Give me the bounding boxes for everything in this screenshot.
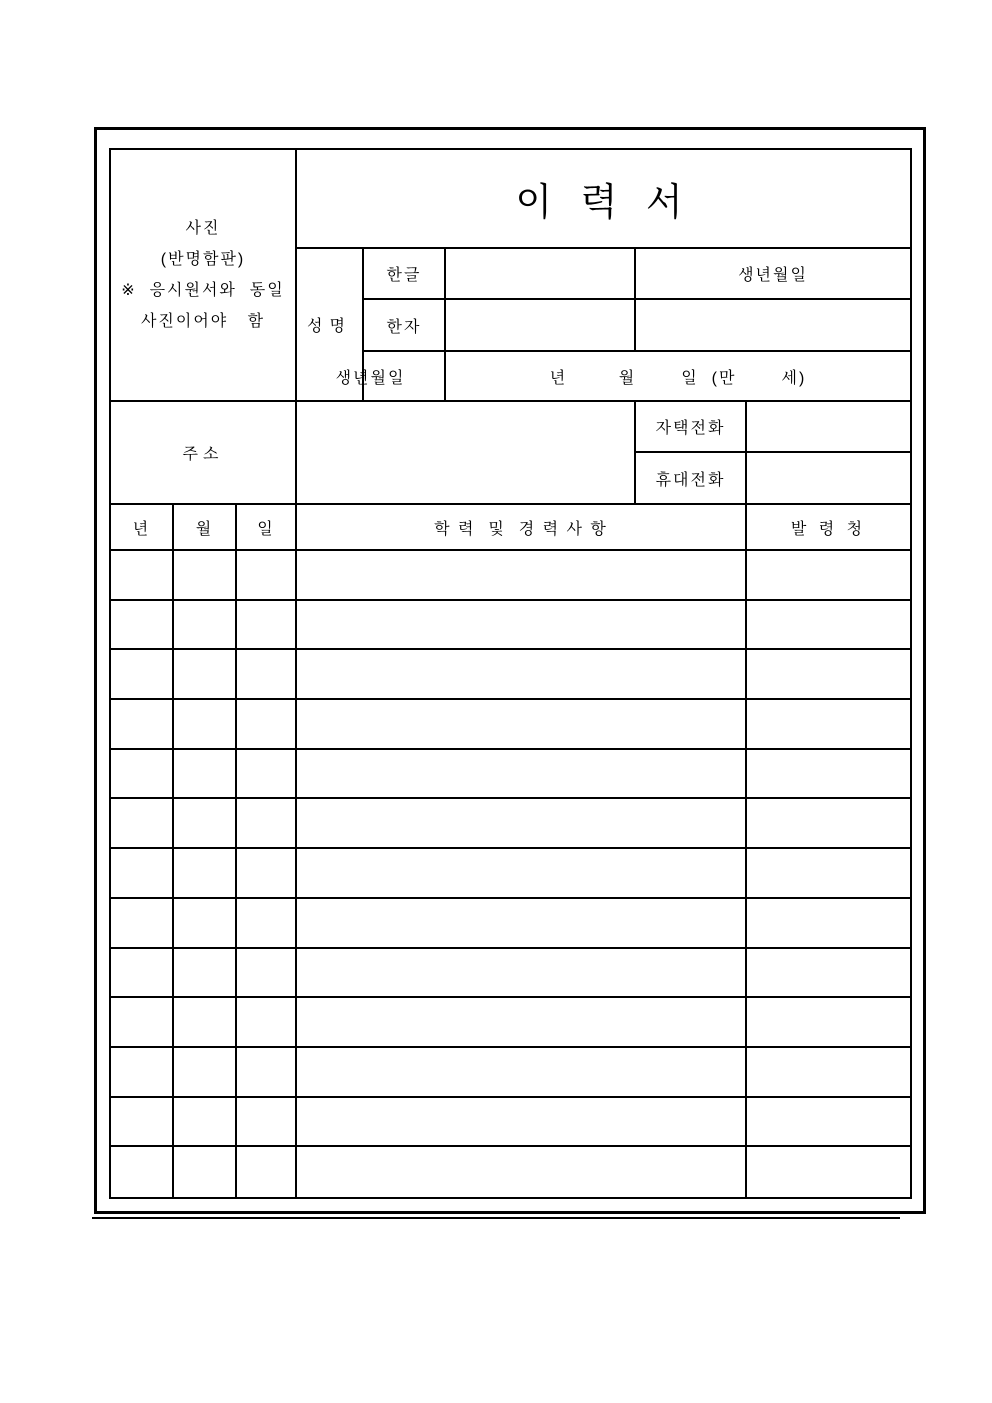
history-cell-month[interactable] [174,799,237,849]
name-hangul-input-cell[interactable] [446,249,636,300]
history-cell-year[interactable] [111,551,174,601]
history-rows [111,551,910,1197]
history-cell-issuer[interactable] [747,998,910,1048]
history-cell-year[interactable] [111,899,174,949]
history-cell-details[interactable] [297,1147,747,1197]
history-cell-day[interactable] [237,551,297,601]
history-cell-day[interactable] [237,949,297,999]
history-cell-year[interactable] [111,949,174,999]
history-cell-issuer[interactable] [747,1098,910,1148]
form-title: 이 력 서 [297,150,910,249]
photo-box-line-2: (반명함판) [160,251,246,268]
birthdate-row-value-cell[interactable]: 년 월 일 (만 세) [446,352,910,402]
history-cell-month[interactable] [174,700,237,750]
history-cell-month[interactable] [174,1098,237,1148]
photo-placeholder-box [111,150,297,402]
history-cell-issuer[interactable] [747,899,910,949]
history-cell-issuer[interactable] [747,750,910,800]
history-cell-details[interactable] [297,849,747,899]
history-cell-month[interactable] [174,650,237,700]
history-cell-month[interactable] [174,551,237,601]
history-header-month: 월 [174,505,237,551]
history-cell-month[interactable] [174,601,237,651]
history-cell-issuer[interactable] [747,700,910,750]
history-cell-day[interactable] [237,849,297,899]
history-cell-details[interactable] [297,551,747,601]
history-cell-month[interactable] [174,849,237,899]
history-cell-day[interactable] [237,998,297,1048]
name-hangul-label: 한글 [364,249,446,300]
history-cell-day[interactable] [237,1048,297,1098]
name-hanja-input-cell[interactable] [446,300,636,352]
history-cell-year[interactable] [111,799,174,849]
history-cell-year[interactable] [111,750,174,800]
photo-box-line-1: 사진 [185,220,221,237]
history-cell-day[interactable] [237,899,297,949]
home-phone-label: 자택전화 [636,402,747,453]
history-cell-month[interactable] [174,1048,237,1098]
mobile-phone-input-cell[interactable] [747,453,910,505]
history-cell-issuer[interactable] [747,799,910,849]
history-cell-day[interactable] [237,1147,297,1197]
birthdate-row-label: 생년월일 [297,352,446,402]
history-cell-issuer[interactable] [747,1048,910,1098]
photo-box-line-3: ※ 응시원서와 동일 [121,282,285,299]
history-cell-year[interactable] [111,1098,174,1148]
name-label: 성명 [297,249,364,402]
history-cell-details[interactable] [297,750,747,800]
address-input-cell[interactable] [297,402,636,505]
home-phone-input-cell[interactable] [747,402,910,453]
birthdate-header-label: 생년월일 [636,249,910,300]
history-cell-issuer[interactable] [747,949,910,999]
history-header-issuer: 발 령 청 [747,505,910,551]
history-cell-issuer[interactable] [747,601,910,651]
history-cell-day[interactable] [237,700,297,750]
history-cell-month[interactable] [174,750,237,800]
history-cell-issuer[interactable] [747,551,910,601]
history-cell-month[interactable] [174,899,237,949]
history-cell-month[interactable] [174,949,237,999]
history-cell-issuer[interactable] [747,1147,910,1197]
history-cell-details[interactable] [297,700,747,750]
history-cell-year[interactable] [111,1048,174,1098]
photo-box-line-4: 사진이어야 함 [140,313,266,330]
history-header-details: 학 력 및 경 력 사 항 [297,505,747,551]
address-label: 주소 [111,402,297,505]
history-cell-day[interactable] [237,1098,297,1148]
history-cell-details[interactable] [297,998,747,1048]
birthdate-header-input-cell[interactable] [636,300,910,352]
history-header-year: 년 [111,505,174,551]
history-cell-day[interactable] [237,750,297,800]
history-cell-year[interactable] [111,1147,174,1197]
history-cell-issuer[interactable] [747,849,910,899]
history-cell-details[interactable] [297,1048,747,1098]
history-cell-month[interactable] [174,998,237,1048]
history-cell-details[interactable] [297,601,747,651]
history-cell-details[interactable] [297,899,747,949]
history-cell-details[interactable] [297,799,747,849]
page-break-line [92,1217,900,1219]
history-cell-year[interactable] [111,849,174,899]
history-header-day: 일 [237,505,297,551]
history-cell-year[interactable] [111,700,174,750]
history-cell-details[interactable] [297,949,747,999]
history-cell-details[interactable] [297,1098,747,1148]
resume-form-table [109,148,912,1199]
history-cell-year[interactable] [111,998,174,1048]
history-cell-day[interactable] [237,650,297,700]
history-cell-day[interactable] [237,799,297,849]
history-cell-month[interactable] [174,1147,237,1197]
history-cell-year[interactable] [111,650,174,700]
mobile-phone-label: 휴대전화 [636,453,747,505]
history-cell-issuer[interactable] [747,650,910,700]
name-hanja-label: 한자 [364,300,446,352]
history-cell-details[interactable] [297,650,747,700]
history-cell-day[interactable] [237,601,297,651]
history-cell-year[interactable] [111,601,174,651]
